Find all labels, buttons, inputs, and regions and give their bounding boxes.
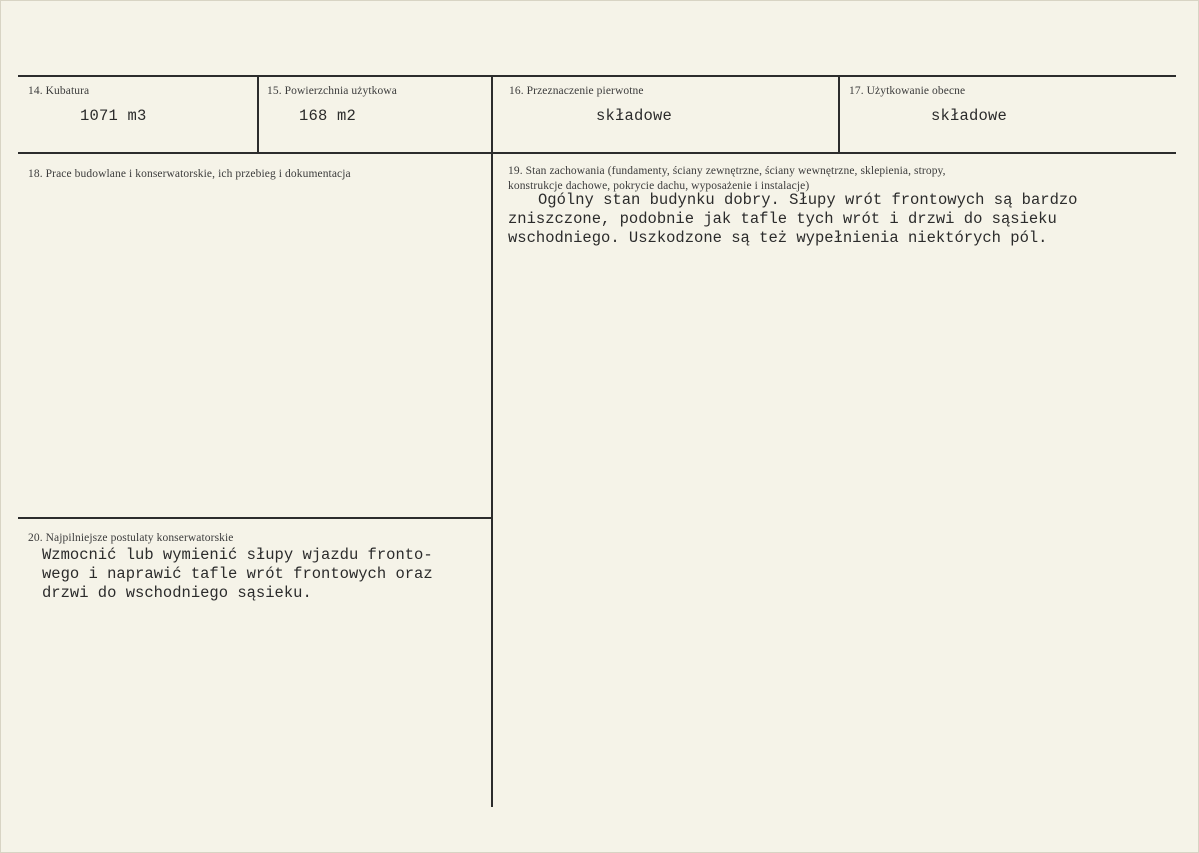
top-rule	[18, 75, 1176, 77]
stan-text-line: zniszczone, podobnie jak tafle tych wrót i drzwi do sąsieku	[508, 210, 1057, 228]
postulaty-text	[42, 546, 433, 603]
stan-text-cont	[508, 210, 1057, 248]
postulaty-text-line: Wzmocnić lub wymienić słupy wjazdu fronto-	[42, 546, 433, 564]
section-20-divider	[18, 517, 492, 519]
postulaty-label: 20. Najpilniejsze postulaty konserwatorskie	[28, 532, 234, 544]
powierzchnia-value: 168 m2	[299, 107, 357, 125]
przeznaczenie-label: 16. Przeznaczenie pierwotne	[509, 85, 644, 97]
powierzchnia-label: 15. Powierzchnia użytkowa	[267, 85, 397, 97]
postulaty-text-line: drzwi do wschodniego sąsieku.	[42, 584, 312, 602]
prace-label: 18. Prace budowlane i konserwatorskie, ich przebieg i dokumentacja	[28, 168, 351, 180]
kubatura-value: 1071 m3	[80, 107, 147, 125]
postulaty-text-line: wego i naprawić tafle wrót frontowych oraz	[42, 565, 433, 583]
col-divider-3	[838, 77, 840, 153]
stan-text	[538, 191, 1078, 210]
uzytkowanie-label: 17. Użytkowanie obecne	[849, 85, 966, 97]
row-divider	[18, 152, 1176, 154]
stan-label-line1: 19. Stan zachowania (fundamenty, ściany zewnętrzne, ściany wewnętrzne, sklepienia, stropy,	[508, 165, 946, 177]
kubatura-label: 14. Kubatura	[28, 85, 90, 97]
stan-label-line2: konstrukcje dachowe, pokrycie dachu, wyposażenie i instalacje)	[508, 180, 810, 192]
col-divider-1	[257, 77, 259, 153]
uzytkowanie-value: składowe	[931, 107, 1008, 125]
stan-text-line: Ogólny stan budynku dobry. Słupy wrót frontowych są bardzo	[538, 191, 1078, 209]
przeznaczenie-value: składowe	[596, 107, 673, 125]
col-divider-2	[491, 77, 493, 807]
stan-text-line: wschodniego. Uszkodzone są też wypełnienia niektórych pól.	[508, 229, 1048, 247]
